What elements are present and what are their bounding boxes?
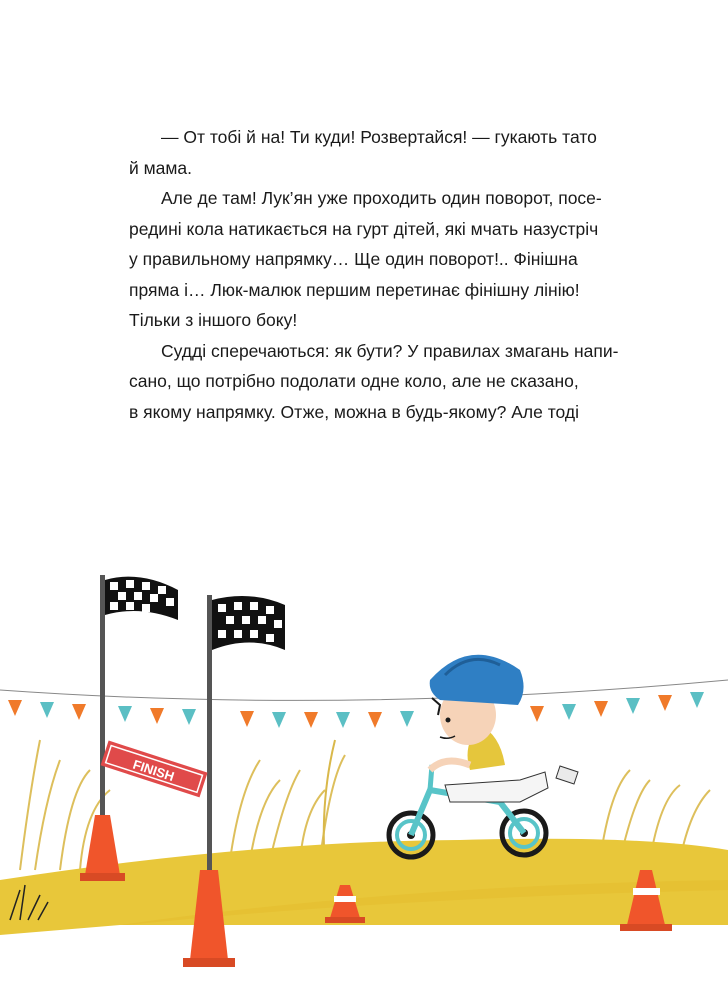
text-line: й мама. [129, 157, 193, 178]
boy-rider [430, 655, 578, 802]
text-line: — От тобі й на! Ти куди! Розвертайся! — гукають тато [161, 127, 597, 147]
text-line: у правильному напрямку… Ще один поворот!.. Фінішна [129, 249, 578, 269]
ground-white [0, 925, 728, 1000]
text-line: Але де там! Лук’ян уже проходить один поворот, посе- [161, 188, 602, 208]
finish-pole-left [80, 575, 178, 881]
paragraph-1 [129, 122, 615, 183]
finish-banner [101, 741, 208, 798]
text-line: сано, що потрібно подолати одне коло, але не сказано, [129, 371, 579, 391]
story-text [129, 122, 619, 427]
paragraph-3 [129, 336, 619, 428]
paragraph-2 [129, 183, 615, 336]
text-line: в якому напрямку. Отже, можна в будь-якому? Але тоді [129, 401, 579, 422]
pennant-string [0, 680, 728, 700]
text-line: Судді сперечаються: як бути? У правилах змагань напи- [161, 340, 619, 361]
text-line: редині кола натикається на гурт дітей, які мчать назустріч [129, 218, 599, 239]
finish-banner-label: FINISH [131, 756, 177, 785]
race-illustration [0, 540, 728, 1000]
text-line: Тільки з іншого боку! [129, 310, 298, 330]
pennant-flags [8, 692, 704, 728]
text-line: пряма і… Люк-малюк першим перетинає фінішну лінію! [129, 279, 580, 300]
